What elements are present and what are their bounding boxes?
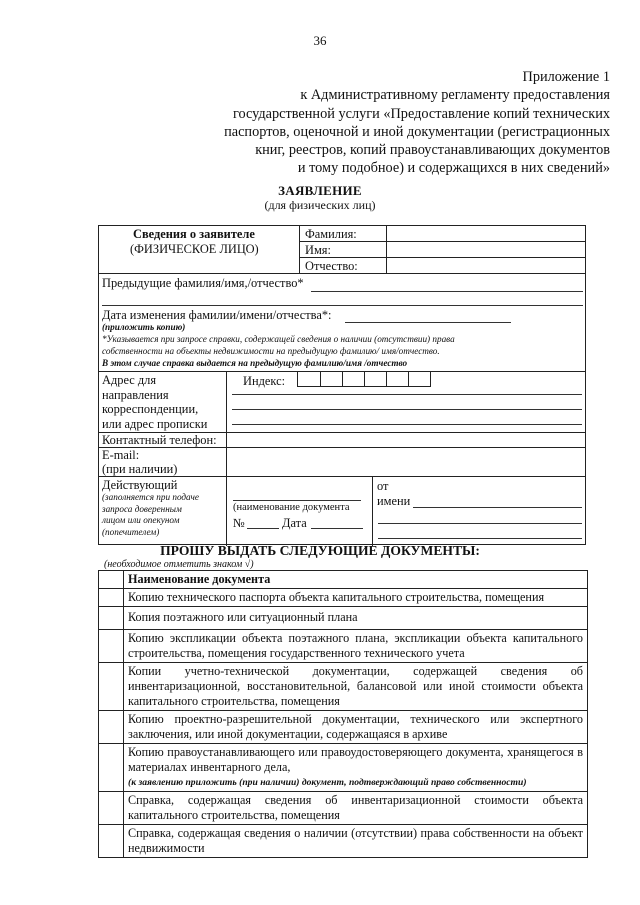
- applicant-subheading: (ФИЗИЧЕСКОЕ ЛИЦО): [130, 242, 259, 256]
- request-note: (необходимое отметить знаком √): [104, 559, 254, 570]
- doc-name-line[interactable]: [233, 500, 361, 501]
- doc-date-label: Дата: [282, 516, 307, 530]
- address-label: Адрес для направления корреспонденции, или адрес прописки: [102, 373, 208, 431]
- document-item-text: Копию правоустанавливающего или правоудостоверяющего документа, хранящегося в материалах инвентарного дела,: [128, 745, 583, 774]
- appendix-heading: [190, 68, 610, 178]
- on-behalf-line[interactable]: [413, 507, 582, 508]
- surname-field[interactable]: [387, 226, 585, 241]
- applicant-heading: Сведения о заявителе: [133, 227, 255, 241]
- document-item: Копии учетно-технической документации, содержащей сведения об инвентаризационной, восстановительной, балансовой или иной стоимости объекта капитального строительства, помещения: [124, 663, 588, 711]
- document-title: ЗАЯВЛЕНИЕ: [278, 183, 362, 198]
- phone-field[interactable]: [227, 433, 585, 447]
- appendix-line: паспортов, оценочной и иной документации (регистрационных: [224, 123, 610, 140]
- document-checkbox[interactable]: [99, 663, 124, 711]
- request-title: ПРОШУ ВЫДАТЬ СЛЕДУЮЩИЕ ДОКУМЕНТЫ:: [160, 543, 480, 558]
- email-sublabel: (при наличии): [102, 462, 178, 476]
- document-item: Копию экспликации объекта поэтажного плана, экспликации объекта капитального строительства, помещения государственного технического учета: [124, 630, 588, 663]
- page-number: 36: [313, 33, 327, 48]
- patronymic-label: Отчество:: [305, 259, 358, 273]
- attach-copy-note: (приложить копию): [102, 322, 186, 332]
- previous-name-line[interactable]: [311, 291, 583, 292]
- appendix-line: к Административному регламенту предоставления: [300, 87, 610, 104]
- previous-name-line-2[interactable]: [102, 305, 583, 306]
- address-line[interactable]: [232, 409, 582, 410]
- acting-note: (заполняется при подаче запроса доверенным лицом или опекуном (попечителем): [102, 492, 199, 537]
- name-field[interactable]: [387, 242, 585, 257]
- table-row: [99, 663, 588, 711]
- index-field[interactable]: [297, 372, 431, 387]
- acting-label: Действующий: [102, 478, 178, 492]
- on-behalf-line[interactable]: [378, 523, 582, 524]
- table-row: [99, 792, 588, 825]
- appendix-line: книг, реестров, копий правоустанавливающих документов: [255, 142, 610, 159]
- email-field[interactable]: [227, 448, 585, 476]
- appendix-line: Приложение 1: [522, 69, 610, 85]
- checkbox-header-cell: [99, 571, 124, 589]
- on-behalf-line[interactable]: [378, 538, 582, 539]
- doc-date-line[interactable]: [311, 528, 363, 529]
- document-checkbox[interactable]: [99, 711, 124, 744]
- email-label: E-mail:: [102, 448, 140, 462]
- on-behalf-label: имени: [377, 494, 411, 508]
- patronymic-field[interactable]: [387, 258, 585, 273]
- surname-label: Фамилия:: [305, 227, 357, 241]
- phone-label: Контактный телефон:: [102, 433, 217, 447]
- document-item: [124, 744, 588, 792]
- footnote-line: В этом случае справка выдается на предыдущую фамилию/имя /отчество: [102, 358, 408, 368]
- document-checkbox[interactable]: [99, 744, 124, 792]
- index-label: Индекс:: [243, 374, 286, 388]
- document-item: Копию проектно-разрешительной документации, технического или экспертного заключения, или иной документации, содержащаяся в архиве: [124, 711, 588, 744]
- document-item: Справка, содержащая сведения об инвентаризационной стоимости объекта капитального строительства, помещения: [124, 792, 588, 825]
- table-row: [99, 630, 588, 663]
- table-row: [99, 589, 588, 607]
- footnote-line: собственности на объекты недвижимости на предыдущую фамилию/ имя/отчество.: [102, 346, 440, 356]
- table-row: [99, 744, 588, 792]
- change-date-line[interactable]: [345, 322, 511, 323]
- address-line[interactable]: [232, 394, 582, 395]
- document-item: Копия поэтажного или ситуационный плана: [124, 607, 588, 630]
- footnote-line: *Указывается при запросе справки, содержащей сведения о наличии (отсутствии) права: [102, 334, 455, 344]
- document-item: Копию технического паспорта объекта капитального строительства, помещения: [124, 589, 588, 607]
- document-subtitle: (для физических лиц): [264, 198, 376, 212]
- document-column-header: Наименование документа: [124, 571, 588, 589]
- name-label: Имя:: [305, 243, 331, 257]
- document-item-note: (к заявлению приложить (при наличии) документ, подтверждающий право собственности): [128, 777, 527, 788]
- previous-name-label: Предыдущие фамилия/имя,/отчество*: [102, 276, 304, 290]
- document-item: Справка, содержащая сведения о наличии (отсутствии) права собственности на объект недвижимости: [124, 825, 588, 858]
- applicant-table: [98, 225, 586, 545]
- appendix-line: и тому подобное) и содержащихся в них сведений»: [297, 160, 610, 177]
- table-row: [99, 711, 588, 744]
- table-row: [99, 825, 588, 858]
- table-row: [99, 607, 588, 630]
- from-label: от: [377, 479, 389, 493]
- document-checkbox[interactable]: [99, 825, 124, 858]
- document-checkbox[interactable]: [99, 630, 124, 663]
- appendix-line: государственной услуги «Предоставление копий технических: [232, 105, 610, 122]
- document-checkbox[interactable]: [99, 792, 124, 825]
- document-checkbox[interactable]: [99, 589, 124, 607]
- doc-name-caption: (наименование документа: [233, 502, 350, 513]
- table-header-row: [99, 571, 588, 589]
- doc-number-label: №: [233, 516, 245, 530]
- document-checkbox[interactable]: [99, 607, 124, 630]
- documents-table: [98, 570, 588, 858]
- change-date-label: Дата изменения фамилии/имени/отчества*:: [102, 308, 332, 322]
- address-line[interactable]: [232, 424, 582, 425]
- doc-number-line[interactable]: [247, 528, 279, 529]
